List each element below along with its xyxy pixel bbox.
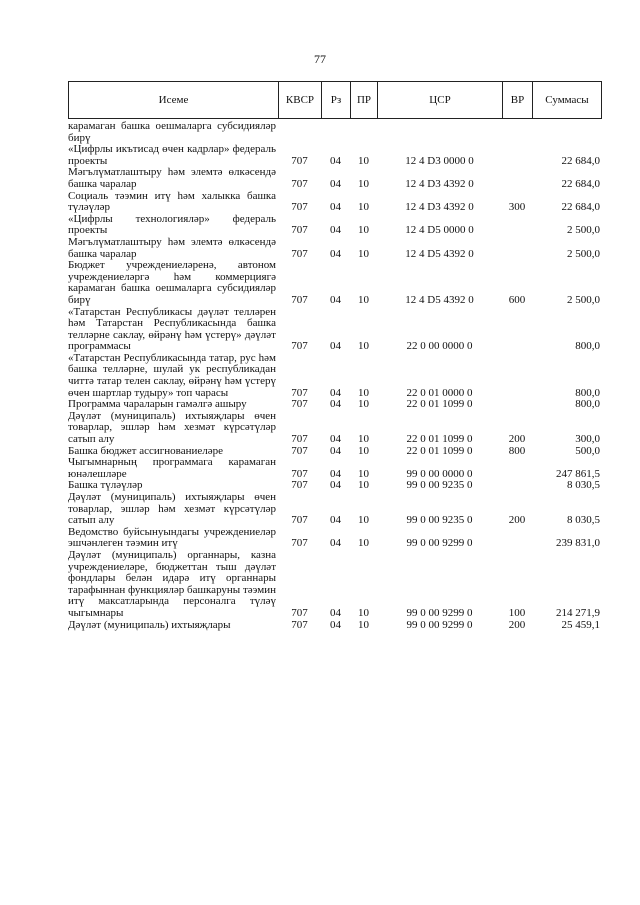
cell-sum: 2 500,0 <box>567 224 600 237</box>
cell-name: «Татарстан Республикасында татар, рус һәм башка телләрне, шулай ук республикадан читтә татар телен саклау, өйрәнү һәм үстерү өчен шартлар тудыру» топ чарасы <box>68 351 276 399</box>
cell-vr: 200 <box>508 514 526 527</box>
cell-name: Мәгълүматлаштыру һәм элемтә өлкәсендә башка чаралар <box>68 166 276 190</box>
cell-csr: 22 0 01 1099 0 <box>406 433 473 446</box>
cell-name: Программа чараларын гамәлгә ашыру <box>68 398 247 411</box>
cell-sum: 300,0 <box>575 433 600 446</box>
cell-kvsr: 707 <box>291 514 308 527</box>
cell-sum: 800,0 <box>575 386 600 399</box>
cell-kvsr: 707 <box>291 433 308 446</box>
cell-name: Бюджет учреждениеләренә, автоном учреждениеләргә һәм коммерциягә карамаган башка оешмаларга субсидияләр бирү <box>68 259 276 306</box>
cell-rz: 04 <box>330 201 341 214</box>
cell-csr: 12 4 D5 4392 0 <box>405 293 474 306</box>
cell-kvsr: 707 <box>291 340 308 353</box>
cell-name: Чыгымнарның программага карамаган юнәлешләре <box>68 456 276 480</box>
cell-kvsr: 707 <box>291 479 308 492</box>
table-row <box>68 167 602 190</box>
table-row <box>68 144 602 167</box>
cell-kvsr: 707 <box>291 201 308 214</box>
cell-kvsr: 707 <box>291 177 308 190</box>
table-row <box>68 492 602 527</box>
cell-rz: 04 <box>330 444 341 457</box>
cell-kvsr: 707 <box>291 537 308 550</box>
table-row <box>68 191 602 214</box>
cell-pr: 10 <box>358 433 369 446</box>
cell-rz: 04 <box>330 177 341 190</box>
cell-rz: 04 <box>330 340 341 353</box>
cell-rz: 04 <box>330 293 341 306</box>
cell-rz: 04 <box>330 247 341 260</box>
cell-csr: 99 0 00 0000 0 <box>406 467 473 480</box>
cell-name: Социаль тәэмин итү һәм халыкка башка түләүләр <box>68 189 276 214</box>
cell-vr: 100 <box>508 606 526 619</box>
cell-name: «Татарстан Республикасы дәүләт телләрен һәм Татарстан Республикасында башка телләрне саклау, өйрәнү һәм үстерү» дәүләт программасы <box>68 305 276 353</box>
cell-pr: 10 <box>358 537 369 550</box>
cell-vr: 800 <box>508 444 526 457</box>
table-row <box>68 411 602 446</box>
cell-csr: 99 0 00 9235 0 <box>406 514 473 527</box>
cell-name: Мәгълүматлаштыру һәм элемтә өлкәсендә башка чаралар <box>68 235 276 260</box>
table-row <box>68 353 602 399</box>
cell-rz: 04 <box>330 386 341 399</box>
cell-name: «Цифрлы технологияләр» федераль проекты <box>68 212 276 237</box>
header-csr: ЦСР <box>378 82 503 118</box>
cell-sum: 22 684,0 <box>561 154 600 167</box>
cell-rz: 04 <box>330 467 341 480</box>
cell-pr: 10 <box>358 177 369 190</box>
cell-pr: 10 <box>358 386 369 399</box>
cell-csr: 99 0 00 9235 0 <box>406 479 473 492</box>
cell-kvsr: 707 <box>291 398 308 411</box>
cell-kvsr: 707 <box>291 247 308 260</box>
cell-csr: 99 0 00 9299 0 <box>406 618 473 631</box>
cell-vr: 300 <box>508 201 526 214</box>
page-number: 77 <box>314 52 326 66</box>
cell-kvsr: 707 <box>291 154 308 167</box>
cell-kvsr: 707 <box>291 293 308 306</box>
cell-rz: 04 <box>330 398 341 411</box>
table-row <box>68 527 602 550</box>
table-row <box>68 307 602 353</box>
cell-kvsr: 707 <box>291 606 308 619</box>
cell-rz: 04 <box>330 618 341 631</box>
cell-csr: 99 0 00 9299 0 <box>406 606 473 619</box>
cell-sum: 25 459,1 <box>561 618 600 631</box>
table-header <box>68 81 602 119</box>
header-pr: ПР <box>351 82 378 118</box>
cell-pr: 10 <box>358 293 369 306</box>
cell-csr: 22 0 01 1099 0 <box>406 444 473 457</box>
cell-sum: 800,0 <box>575 398 600 411</box>
table-row <box>68 121 602 144</box>
cell-kvsr: 707 <box>291 467 308 480</box>
cell-name: Башка бюджет ассигнованиеләре <box>68 444 223 457</box>
cell-sum: 2 500,0 <box>567 293 600 306</box>
cell-csr: 22 0 00 0000 0 <box>406 340 473 353</box>
cell-pr: 10 <box>358 247 369 260</box>
cell-sum: 22 684,0 <box>561 177 600 190</box>
cell-vr: 600 <box>508 293 526 306</box>
cell-sum: 214 271,9 <box>556 606 600 619</box>
cell-csr: 99 0 00 9299 0 <box>406 537 473 550</box>
header-name: Исеме <box>69 82 279 118</box>
cell-kvsr: 707 <box>291 618 308 631</box>
cell-csr: 12 4 D3 4392 0 <box>405 201 474 214</box>
cell-sum: 2 500,0 <box>567 247 600 260</box>
table-row <box>68 214 602 237</box>
header-sum: Суммасы <box>545 94 589 106</box>
cell-vr: 200 <box>508 433 526 446</box>
cell-pr: 10 <box>358 201 369 214</box>
cell-pr: 10 <box>358 514 369 527</box>
header-kvsr: КВСР <box>279 82 322 118</box>
cell-name: Ведомство буйсынуындагы учреждениеләр эшчәнлеген тәэмин итү <box>68 525 276 550</box>
cell-csr: 12 4 D3 0000 0 <box>405 154 474 167</box>
cell-csr: 12 4 D5 0000 0 <box>405 224 474 237</box>
cell-name: «Цифрлы икътисад өчен кадрлар» федераль проекты <box>68 143 276 167</box>
cell-pr: 10 <box>358 479 369 492</box>
header-vr: ВР <box>503 82 533 118</box>
cell-sum: 500,0 <box>575 444 600 457</box>
cell-kvsr: 707 <box>291 444 308 457</box>
table-row <box>68 550 602 620</box>
cell-rz: 04 <box>330 154 341 167</box>
cell-name: Дәүләт (муниципаль) органнары, казна учреждениеләре, бюджеттан тыш дәүләт фондлары белән идарә итү органнары тарафыннан функцияләр башкаруны тәэмин итү максатларында персоналга түләү чыгымнары <box>68 548 276 619</box>
cell-sum: 800,0 <box>575 340 600 353</box>
cell-sum: 247 861,5 <box>556 467 600 480</box>
cell-name: Дәүләт (муниципаль) ихтыяҗлары өчен товарлар, эшләр һәм хезмәт күрсәтүләр сатып алу <box>68 491 276 527</box>
table-row <box>68 260 602 306</box>
cell-kvsr: 707 <box>291 224 308 237</box>
header-rz: Рз <box>322 82 351 118</box>
cell-pr: 10 <box>358 618 369 631</box>
table-row <box>68 237 602 260</box>
cell-pr: 10 <box>358 398 369 411</box>
cell-rz: 04 <box>330 514 341 527</box>
cell-rz: 04 <box>330 537 341 550</box>
cell-kvsr: 707 <box>291 386 308 399</box>
cell-name: Дәүләт (муниципаль) ихтыяҗлары өчен товарлар, эшләр һәм хезмәт күрсәтүләр сатып алу <box>68 409 276 446</box>
cell-pr: 10 <box>358 340 369 353</box>
cell-rz: 04 <box>330 433 341 446</box>
cell-name: карамаган башка оешмаларга субсидияләр бирү <box>68 120 276 144</box>
cell-pr: 10 <box>358 606 369 619</box>
cell-rz: 04 <box>330 479 341 492</box>
cell-pr: 10 <box>358 444 369 457</box>
cell-rz: 04 <box>330 606 341 619</box>
cell-pr: 10 <box>358 154 369 167</box>
cell-pr: 10 <box>358 467 369 480</box>
cell-csr: 12 4 D5 4392 0 <box>405 247 474 260</box>
cell-csr: 22 0 01 0000 0 <box>406 386 473 399</box>
cell-sum: 8 030,5 <box>567 479 600 492</box>
cell-pr: 10 <box>358 224 369 237</box>
cell-sum: 239 831,0 <box>556 537 600 550</box>
table-row <box>68 620 602 632</box>
cell-name: Башка түләүләр <box>68 479 143 492</box>
cell-name: Дәүләт (муниципаль) ихтыяҗлары <box>68 618 231 631</box>
table-row <box>68 457 602 480</box>
cell-csr: 22 0 01 1099 0 <box>406 398 473 411</box>
cell-sum: 22 684,0 <box>561 201 600 214</box>
cell-vr: 200 <box>508 618 526 631</box>
cell-rz: 04 <box>330 224 341 237</box>
cell-sum: 8 030,5 <box>567 514 600 527</box>
table-body <box>68 121 602 631</box>
cell-csr: 12 4 D3 4392 0 <box>405 177 474 190</box>
